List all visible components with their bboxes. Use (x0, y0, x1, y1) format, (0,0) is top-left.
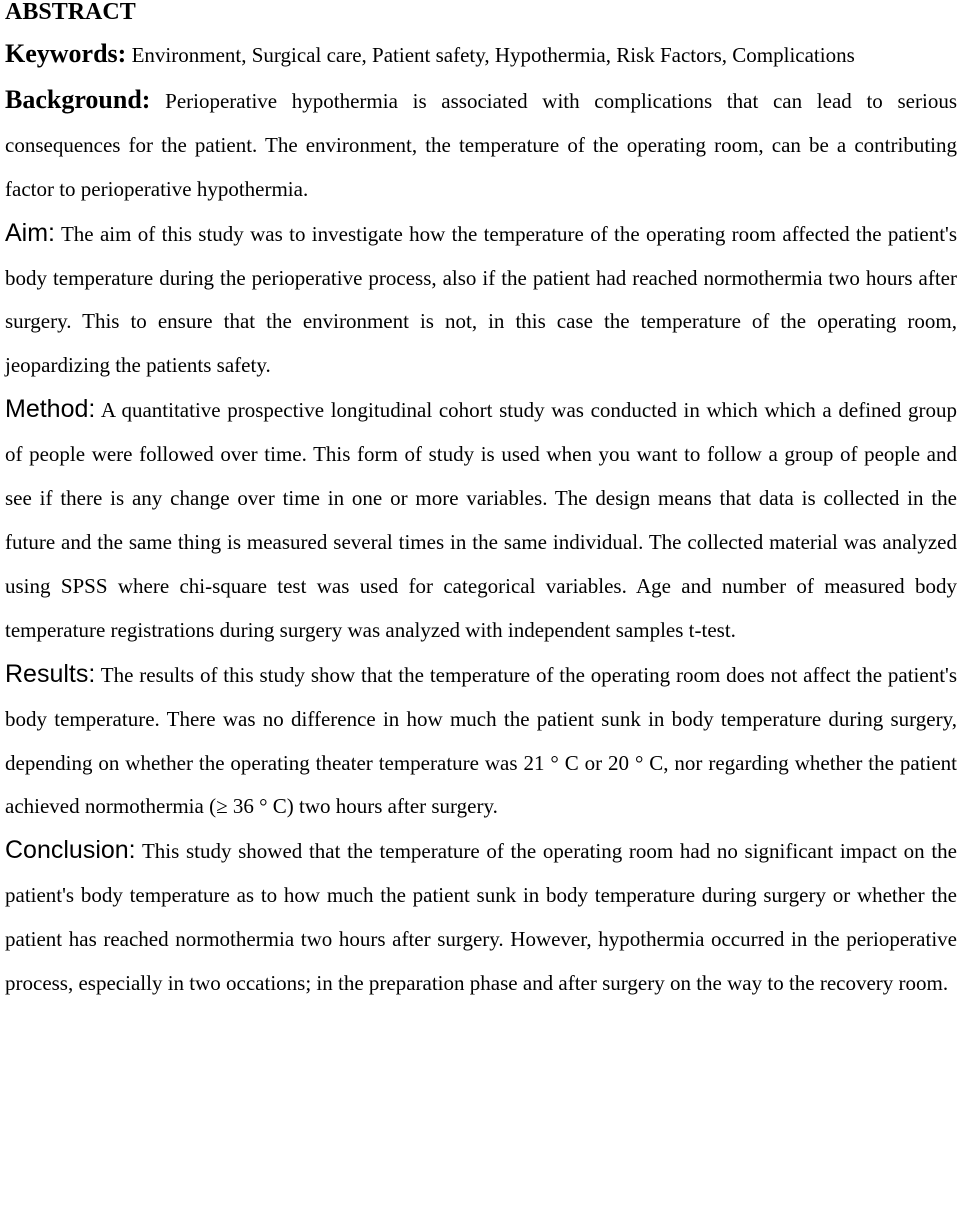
aim-label: Aim: (5, 218, 55, 247)
results-label: Results: (5, 659, 96, 688)
keywords-paragraph (5, 32, 957, 78)
conclusion-text: This study showed that the temperature of the operating room had no significant impact on the patient's body temperature as to how much the patient sunk in body temperature during surgery or whether the patient has reached normothermia two hours after surgery. However, hypothermia occurred in the perioperative process, especially in two occations; in the preparation phase and after surgery on the way to the recovery room. (5, 839, 957, 996)
results-text: The results of this study show that the temperature of the operating room does not affect the patient's body temperature. There was no difference in how much the patient sunk in body temperature during surgery, depending on whether the operating theater temperature was 21 ° C or 20 ° C, nor regarding whether the patient achieved normothermia (≥ 36 ° C) two hours after surgery. (5, 662, 957, 819)
conclusion-label: Conclusion: (5, 836, 136, 865)
abstract-title: ABSTRACT (5, 0, 136, 25)
results-paragraph (5, 653, 957, 830)
method-text: A quantitative prospective longitudinal cohort study was conducted in which which a defined group of people were followed over time. This form of study is used when you want to follow a group of people and see if there is any change over time in one or more variables. The design means that data is collected in the future and the same thing is measured several times in the same individual. The collected material was analyzed using SPSS where chi-square test was used for categorical variables. Age and number of measured body temperature registrations during surgery was analyzed with independent samples t-test. (5, 398, 957, 642)
aim-paragraph (5, 212, 957, 389)
background-paragraph (5, 78, 957, 212)
method-paragraph (5, 388, 957, 652)
keywords-label: Keywords: (5, 39, 127, 68)
conclusion-paragraph (5, 829, 957, 1006)
aim-text: The aim of this study was to investigate how the temperature of the operating room affected the patient's body temperature during the perioperative process, also if the patient had reached normothermia two hours after surgery. This to ensure that the environment is not, in this case the temperature of the operating room, jeopardizing the patients safety. (5, 221, 957, 378)
keywords-text: Environment, Surgical care, Patient safety, Hypothermia, Risk Factors, Complications (131, 43, 855, 67)
background-label: Background: (5, 84, 151, 114)
method-label: Method: (5, 395, 96, 424)
background-text: Perioperative hypothermia is associated with complications that can lead to serious consequences for the patient. The environment, the temperature of the operating room, can be a contributing factor to perioperative hypothermia. (5, 88, 957, 201)
abstract-page (5, 0, 957, 1006)
